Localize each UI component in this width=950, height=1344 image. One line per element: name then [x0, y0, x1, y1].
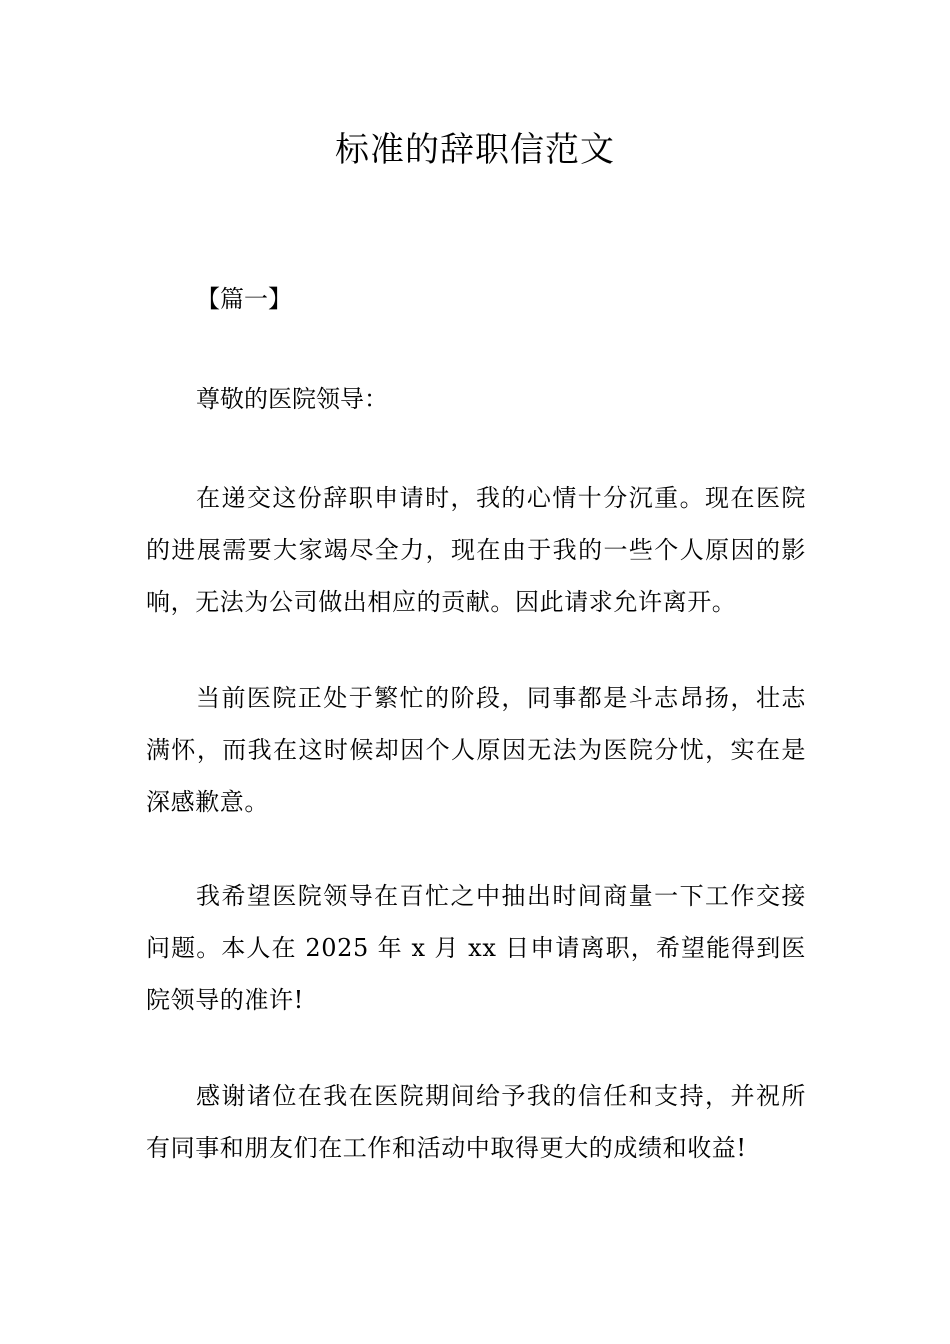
document-title: 标准的辞职信范文	[335, 130, 615, 170]
paragraph-2: 当前医院正处于繁忙的阶段，同事都是斗志昂扬，壮志满怀，而我在这时候却因个人原因无法为医院分忧，实在是深感歉意。	[146, 684, 806, 816]
paragraph-1: 在递交这份辞职申请时，我的心情十分沉重。现在医院的进展需要大家竭尽全力，现在由于我的一些个人原因的影响，无法为公司做出相应的贡献。因此请求允许离开。	[146, 484, 806, 616]
salutation: 尊敬的医院领导：	[196, 385, 388, 413]
paragraph-4: 感谢诸位在我在医院期间给予我的信任和支持，并祝所有同事和朋友们在工作和活动中取得更大的成绩和收益!	[146, 1082, 806, 1162]
paragraph-3: 我希望医院领导在百忙之中抽出时间商量一下工作交接问题。本人在 2025 年 x 月 xx 日申请离职，希望能得到医院领导的准许!	[146, 882, 806, 1014]
section-label: 【篇一】	[196, 285, 292, 313]
